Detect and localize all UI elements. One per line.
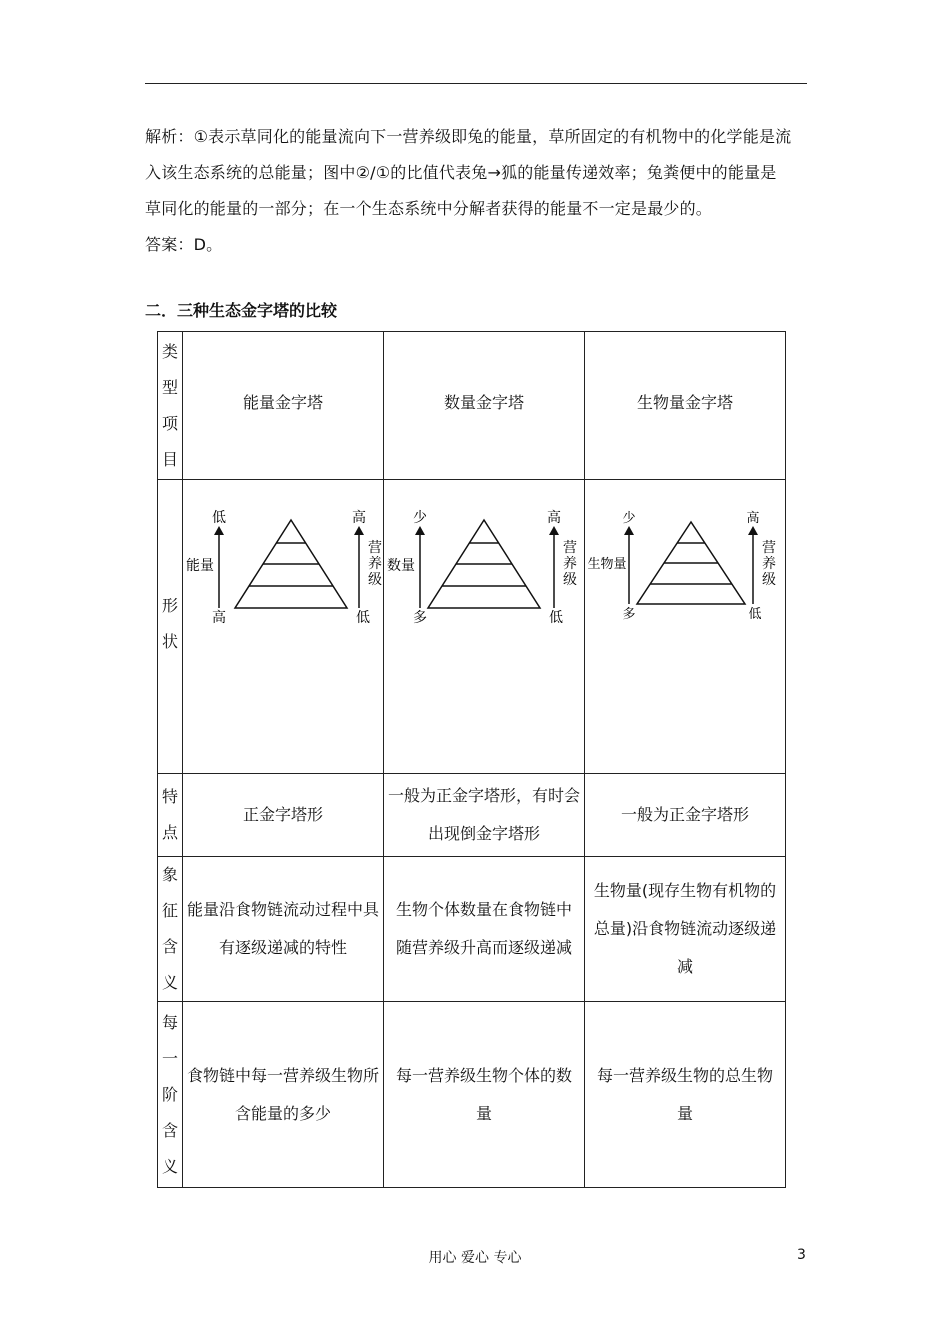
pyramid-comparison-table xyxy=(157,331,786,1188)
energy-pyramid-diagram xyxy=(183,508,383,628)
number-pyramid-diagram xyxy=(384,508,584,628)
biomass-pyramid-cell xyxy=(585,480,786,774)
analysis-paragraph xyxy=(145,119,810,263)
pyramid-shape xyxy=(235,520,347,608)
svg-text:低: 低 xyxy=(212,511,226,526)
col-header-energy: 能量金字塔 xyxy=(183,332,384,480)
svg-text:养: 养 xyxy=(762,557,776,572)
svg-text:少: 少 xyxy=(413,511,427,526)
table-cell: 一般为正金字塔形，有时会 出现倒金字塔形 xyxy=(384,774,585,857)
table-row-header xyxy=(158,332,786,480)
svg-text:营: 营 xyxy=(762,541,776,556)
energy-pyramid-cell xyxy=(183,480,384,774)
section-heading: 二．三种生态金字塔的比较 xyxy=(145,301,338,320)
svg-text:养: 养 xyxy=(563,557,577,572)
col-header-biomass: 生物量金字塔 xyxy=(585,332,786,480)
svg-text:低: 低 xyxy=(748,606,762,621)
table-cell: 生物量(现存生物有机物的 总量)沿食物链流动逐级递 减 xyxy=(585,857,786,1002)
row-label: 象 征 含 义 xyxy=(158,857,183,1002)
analysis-line: 解析：①表示草同化的能量流向下一营养级即兔的能量，草所固定的有机物中的化学能是流 xyxy=(145,127,792,146)
pyramid-shape xyxy=(637,522,745,604)
table-cell: 生物个体数量在食物链中 随营养级升高而逐级递减 xyxy=(384,857,585,1002)
biomass-pyramid-diagram xyxy=(585,508,785,628)
svg-text:少: 少 xyxy=(622,510,636,525)
svg-text:多: 多 xyxy=(622,606,636,621)
table-cell: 能量沿食物链流动过程中具 有逐级递减的特性 xyxy=(183,857,384,1002)
svg-text:营: 营 xyxy=(563,541,577,556)
table-cell: 正金字塔形 xyxy=(183,774,384,857)
svg-text:高: 高 xyxy=(212,611,226,626)
page-footer: 用心 爱心 专心 xyxy=(428,1250,522,1266)
analysis-line: 草同化的能量的一部分；在一个生态系统中分解者获得的能量不一定是最少的。 xyxy=(145,199,713,218)
answer-line: 答案：D。 xyxy=(145,235,223,254)
table-cell: 一般为正金字塔形 xyxy=(585,774,786,857)
svg-text:级: 级 xyxy=(368,573,382,588)
row-label: 特 点 xyxy=(158,774,183,857)
row-label: 类 型 项 目 xyxy=(158,332,183,480)
table-cell: 每一营养级生物的总生物 量 xyxy=(585,1002,786,1188)
col-header-number: 数量金字塔 xyxy=(384,332,585,480)
header-rule xyxy=(145,83,807,84)
analysis-line: 入该生态系统的总能量；图中②/①的比值代表兔→狐的能量传递效率；兔粪便中的能量是 xyxy=(145,163,777,182)
svg-text:高: 高 xyxy=(547,511,561,526)
table-row-meaning xyxy=(158,857,786,1002)
svg-text:低: 低 xyxy=(549,611,563,626)
svg-text:数量: 数量 xyxy=(387,559,415,574)
page-number: 3 xyxy=(797,1247,806,1263)
table-row-feature xyxy=(158,774,786,857)
table-cell: 食物链中每一营养级生物所 含能量的多少 xyxy=(183,1002,384,1188)
svg-text:养: 养 xyxy=(368,557,382,572)
row-label: 形 状 xyxy=(158,480,183,774)
number-pyramid-cell xyxy=(384,480,585,774)
svg-text:生物量: 生物量 xyxy=(587,556,627,571)
svg-text:营: 营 xyxy=(368,541,382,556)
row-label: 每 一 阶 含 义 xyxy=(158,1002,183,1188)
svg-text:低: 低 xyxy=(356,611,370,626)
svg-text:级: 级 xyxy=(762,573,776,588)
table-row-level xyxy=(158,1002,786,1188)
svg-text:高: 高 xyxy=(352,511,366,526)
svg-text:级: 级 xyxy=(563,573,577,588)
table-row-shape xyxy=(158,480,786,774)
svg-text:高: 高 xyxy=(746,510,760,525)
pyramid-shape xyxy=(428,520,540,608)
svg-text:多: 多 xyxy=(413,611,427,626)
table-cell: 每一营养级生物个体的数 量 xyxy=(384,1002,585,1188)
svg-text:能量: 能量 xyxy=(186,559,214,574)
